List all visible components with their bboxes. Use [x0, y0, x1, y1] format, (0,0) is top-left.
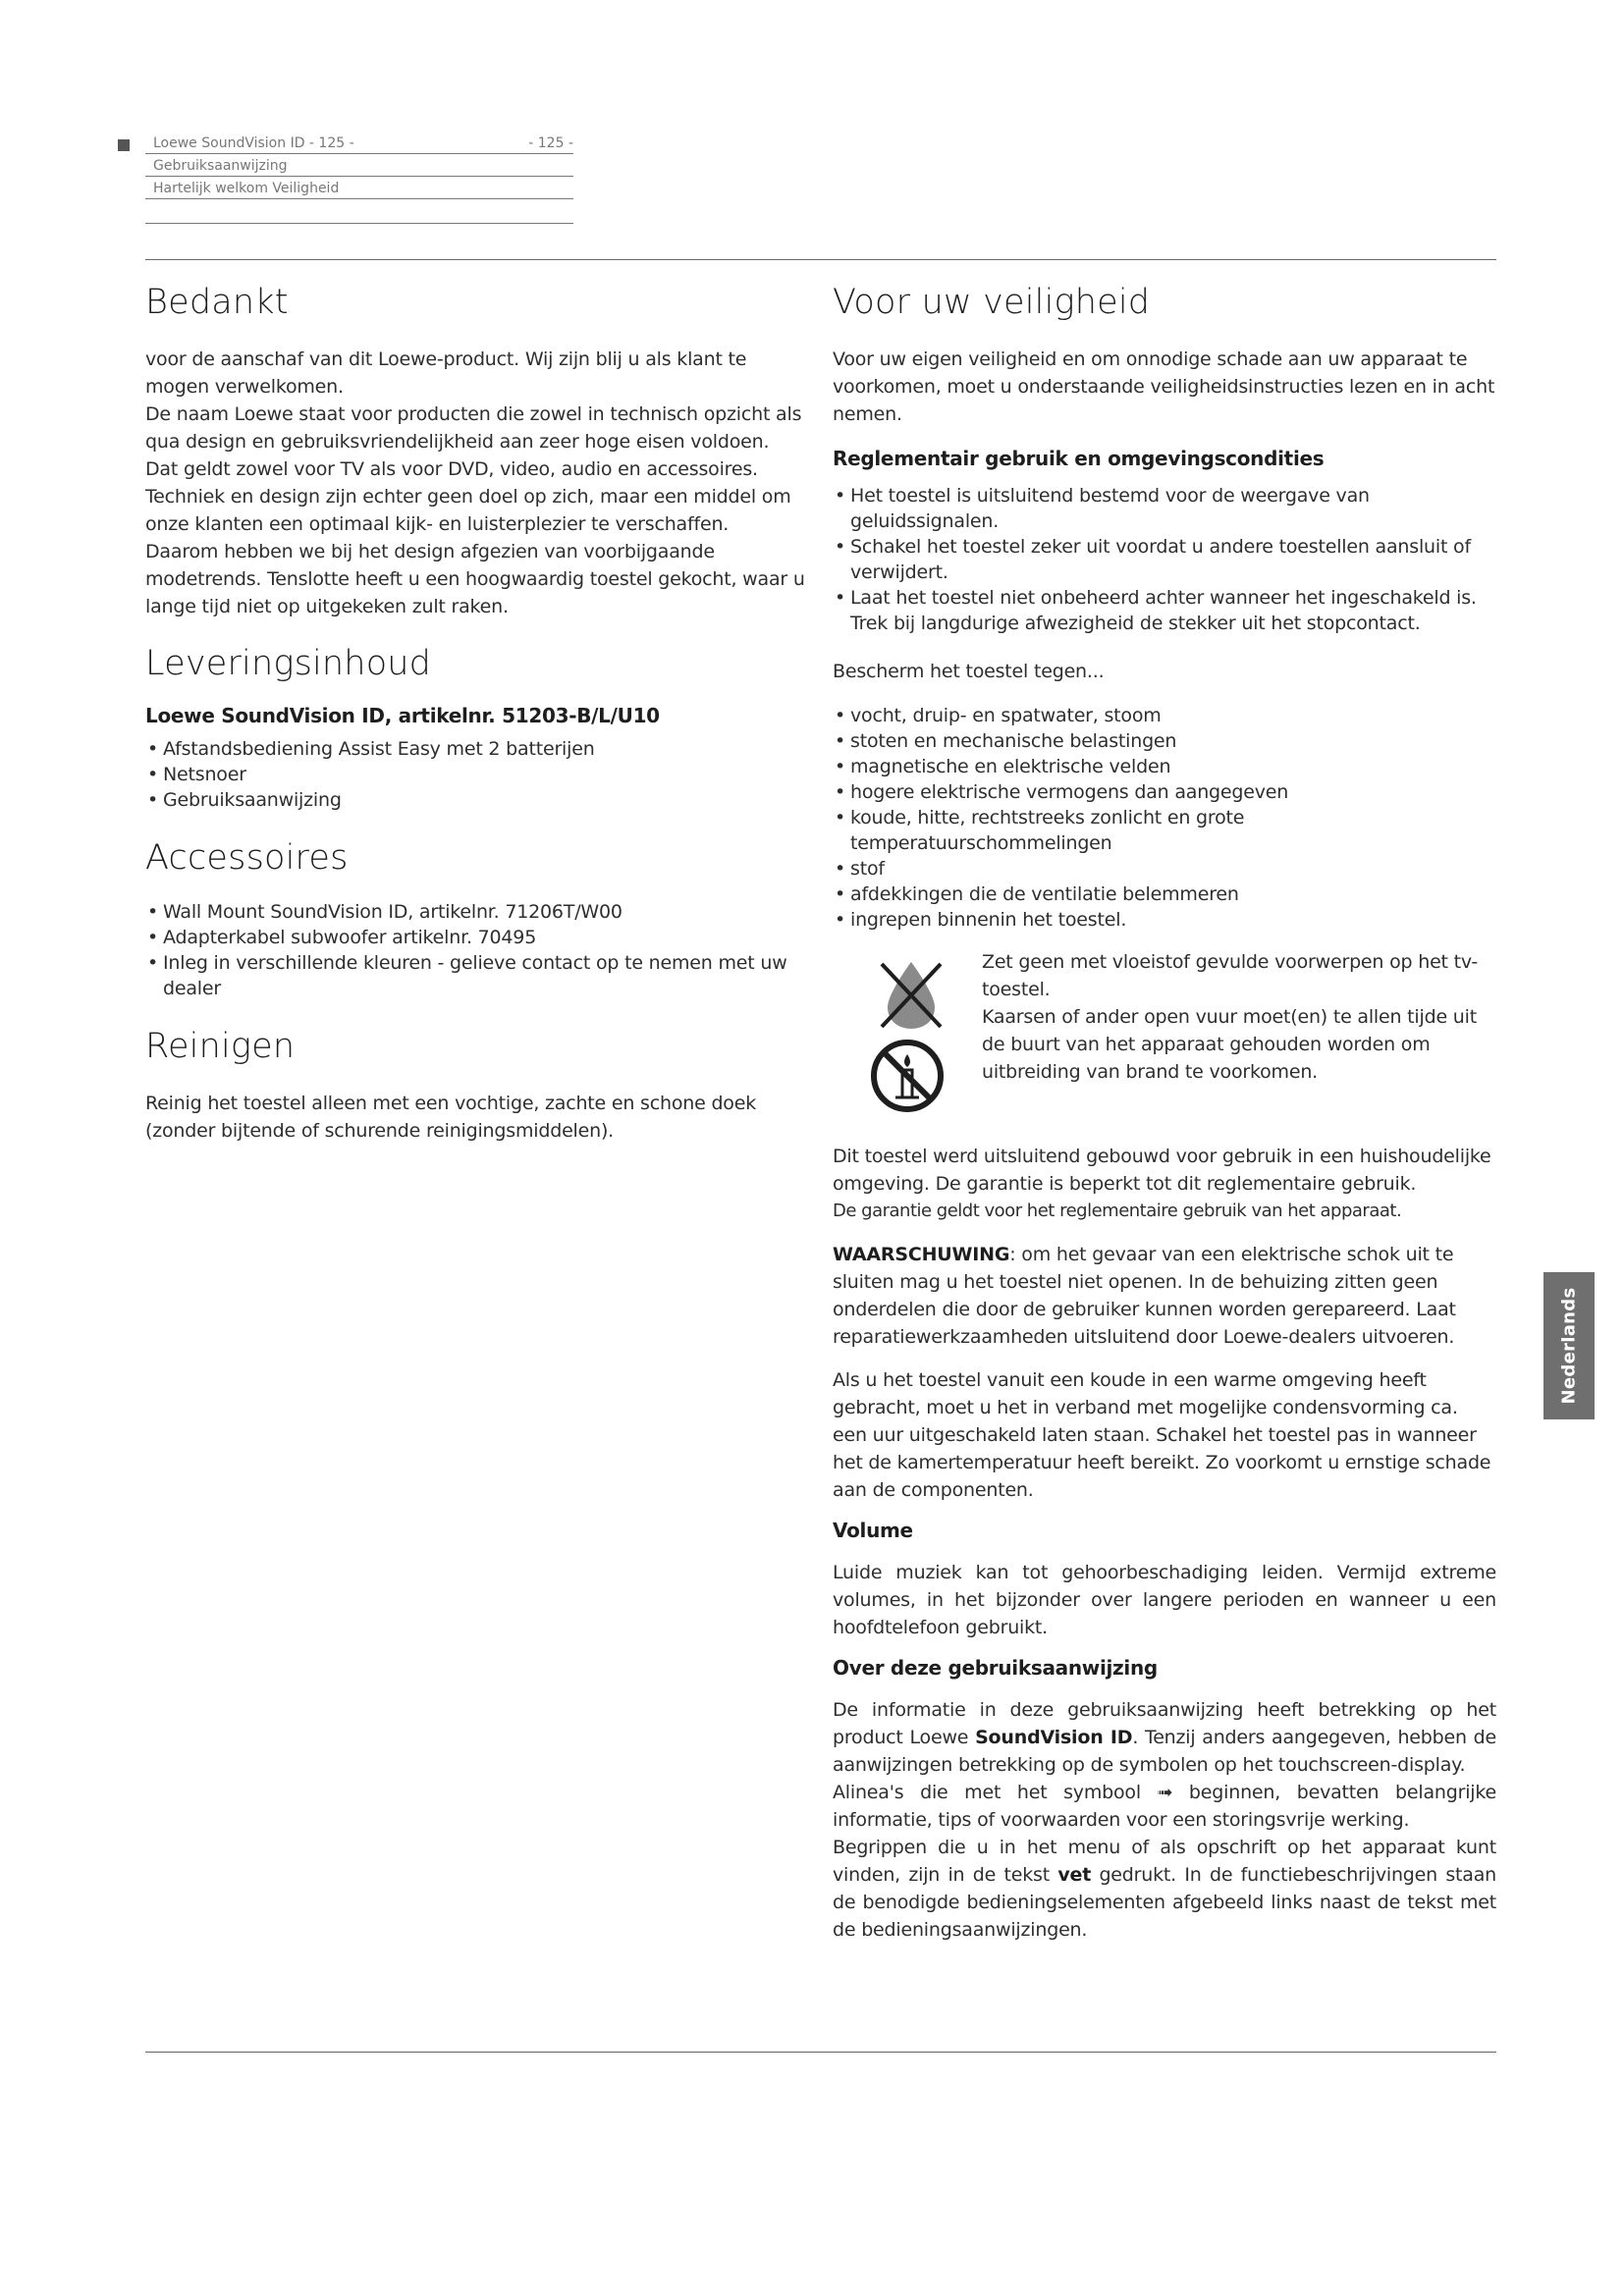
subheading-reglementair: Reglementair gebruik en omgevingscondities — [833, 447, 1325, 470]
header-row-product — [145, 132, 573, 154]
header-marker — [118, 139, 130, 151]
list-item: • Adapterkabel subwoofer artikelnr. 70495 — [145, 925, 805, 950]
over-t5: gedrukt. In de functiebeschrijvingen staan de benodigde bedieningselementen afgebeeld links naast de tekst met de bedieningsaanwijzingen. — [833, 1864, 1497, 1941]
right-column — [833, 275, 1496, 1944]
no-fire-text: Kaarsen of ander open vuur moet(en) te allen tijde uit de buurt van het apparaat gehouden worden om uitbreiding van brand te voorkomen. — [982, 1006, 1477, 1083]
warning-text: : om het gevaar van een elektrische schok uit te sluiten mag u het toestel niet openen. In de behuizing zitten geen onderdelen die door de gebruiker kunnen worden gerepareerd. Laat reparatiewerkzaamheden uitsluitend door Loewe-dealers uitvoeren. — [833, 1244, 1456, 1348]
list-item: • ingrepen binnenin het toestel. — [833, 907, 1496, 933]
list-item: • stof — [833, 856, 1496, 881]
subheading-volume: Volume — [833, 1519, 913, 1542]
list-item: • Schakel het toestel zeker uit voordat u andere toestellen aansluit of verwijdert. — [833, 534, 1496, 585]
heading-leveringsinhoud: Leveringsinhoud — [145, 644, 432, 683]
heading-reinigen: Reinigen — [145, 1027, 296, 1066]
list-reglementair — [833, 483, 1496, 636]
left-column — [145, 275, 805, 1145]
warning-label: WAARSCHUWING — [833, 1244, 1010, 1265]
over-bold-word: vet — [1057, 1864, 1092, 1886]
no-open-fire-icon — [868, 1037, 947, 1115]
running-header — [145, 132, 573, 224]
over-t1: De informatie in deze gebruiksaanwijzing heeft betrekking op het product Loewe — [833, 1699, 1496, 1748]
list-bescherm — [833, 703, 1496, 933]
header-row-empty — [145, 199, 573, 224]
list-item: • stoten en mechanische belastingen — [833, 728, 1496, 754]
list-item: • magnetische en elektrische velden — [833, 754, 1496, 779]
condens-text: Als u het toestel vanuit een koude in een warme omgeving heeft gebracht, moet u het in verband met mogelijke condensvorming ca. een uur uitgeschakeld laten staan. Schakel het toestel pas in wanneer het de kamertemperatuur heeft bereikt. Zo voorkomt u ernstige schade aan de componenten. — [833, 1369, 1491, 1501]
bottom-divider — [145, 2052, 1496, 2053]
header-page-number: - 125 - — [528, 135, 573, 151]
list-item: • afdekkingen die de ventilatie belemmeren — [833, 881, 1496, 907]
volume-text: Luide muziek kan tot gehoorbeschadiging leiden. Vermijd extreme volumes, in het bijzonder over langere perioden en wanneer u een hoofdtelefoon gebruikt. — [833, 1562, 1496, 1638]
bedankt-p4: Daarom hebben we bij het design afgezien van voorbijgaande modetrends. Tenslotte heeft u een hoogwaardig toestel gekocht, waar u lange tijd niet op uitgekeken zult raken. — [145, 541, 805, 617]
header-row-manual — [145, 154, 573, 177]
over-product-name: SoundVision ID — [975, 1727, 1133, 1748]
heading-veiligheid: Voor uw veiligheid — [833, 283, 1151, 322]
over-p3 — [833, 1834, 1496, 1944]
over-t4: Begrippen die u in het menu of als opschrift op het apparaat kunt vinden, zijn in de tekst — [833, 1837, 1496, 1886]
over-p1 — [833, 1696, 1496, 1779]
section-leveringsinhoud — [145, 644, 805, 813]
list-item: • Gebruiksaanwijzing — [145, 787, 805, 813]
heading-bedankt: Bedankt — [145, 283, 289, 322]
header-row-sections — [145, 177, 573, 199]
heading-accessoires: Accessoires — [145, 838, 349, 878]
header-manual: Gebruiksaanwijzing — [153, 158, 288, 174]
no-liquids-text: Zet geen met vloeistof gevulde voorwerpen op het tv-toestel. — [982, 951, 1479, 1000]
list-item: • Laat het toestel niet onbeheerd achter wanneer het ingeschakeld is. Trek bij langdurige afwezigheid de stekker uit het stopcontact. — [833, 585, 1496, 636]
subheading-over: Over deze gebruiksaanwijzing — [833, 1656, 1158, 1680]
no-liquids-icon — [872, 954, 950, 1033]
list-accessoires — [145, 899, 805, 1001]
warning-icons-block — [833, 948, 1496, 1127]
list-item: • Netsnoer — [145, 762, 805, 787]
over-t2: . Tenzij anders aangegeven, hebben de aanwijzingen betrekking op de symbolen op het touchscreen-display. — [833, 1727, 1496, 1776]
header-sections: Hartelijk welkom Veiligheid — [153, 181, 340, 196]
section-accessoires — [145, 838, 805, 1001]
section-bedankt — [145, 283, 805, 620]
reinigen-p1: Reinig het toestel alleen met een vochtige, zachte en schone doek (zonder bijtende of schurende reinigingsmiddelen). — [145, 1093, 757, 1142]
bescherm-label: Bescherm het toestel tegen... — [833, 661, 1105, 682]
list-item: • Afstandsbediening Assist Easy met 2 batterijen — [145, 736, 805, 762]
header-product: Loewe SoundVision ID - 125 - — [153, 135, 354, 151]
list-item: • hogere elektrische vermogens dan aangegeven — [833, 779, 1496, 805]
language-tab-label: Nederlands — [1558, 1287, 1580, 1405]
subheading-leveringsinhoud: Loewe SoundVision ID, artikelnr. 51203-B/L/U10 — [145, 704, 660, 727]
bedankt-p2: De naam Loewe staat voor producten die zowel in technisch opzicht als qua design en gebruiksvriendelijkheid aan zeer hoge eisen voldoen. Dat geldt zowel voor TV als voor DVD, video, audio en accessoires. — [145, 403, 802, 480]
list-item: • Wall Mount SoundVision ID, artikelnr. 71206T/W00 — [145, 899, 805, 925]
list-leveringsinhoud — [145, 736, 805, 813]
warning-paragraph — [833, 1241, 1496, 1351]
huishoud-text: Dit toestel werd uitsluitend gebouwd voor gebruik in een huishoudelijke omgeving. De garantie is beperkt tot dit reglementaire gebruik. — [833, 1146, 1491, 1195]
list-item: • Het toestel is uitsluitend bestemd voor de weergave van geluidssignalen. — [833, 483, 1496, 534]
language-tab — [1543, 1272, 1595, 1419]
warning-icons-text — [982, 948, 1492, 1086]
list-item: • koude, hitte, rechtstreeks zonlicht en grote temperatuurschommelingen — [833, 805, 1496, 856]
bedankt-p3: Techniek en design zijn echter geen doel op zich, maar een middel om onze klanten een optimaal kijk- en luisterplezier te verschaffen. — [145, 486, 791, 535]
section-reinigen — [145, 1027, 805, 1145]
veiligheid-intro: Voor uw eigen veiligheid en om onnodige schade aan uw apparaat te voorkomen, moet u onderstaande veiligheidsinstructies lezen en in acht nemen. — [833, 348, 1495, 425]
list-item: • vocht, druip- en spatwater, stoom — [833, 703, 1496, 728]
over-p2: Alinea's die met het symbool ➟ beginnen, bevatten belangrijke informatie, tips of voorwaarden voor een storingsvrije werking. — [833, 1782, 1496, 1831]
garantie-text: De garantie geldt voor het reglementaire gebruik van het apparaat. — [833, 1201, 1402, 1221]
top-divider — [145, 259, 1496, 260]
bedankt-p1: voor de aanschaf van dit Loewe-product. Wij zijn blij u als klant te mogen verwelkomen. — [145, 348, 747, 398]
list-item: • Inleg in verschillende kleuren - gelieve contact op te nemen met uw dealer — [145, 950, 805, 1001]
